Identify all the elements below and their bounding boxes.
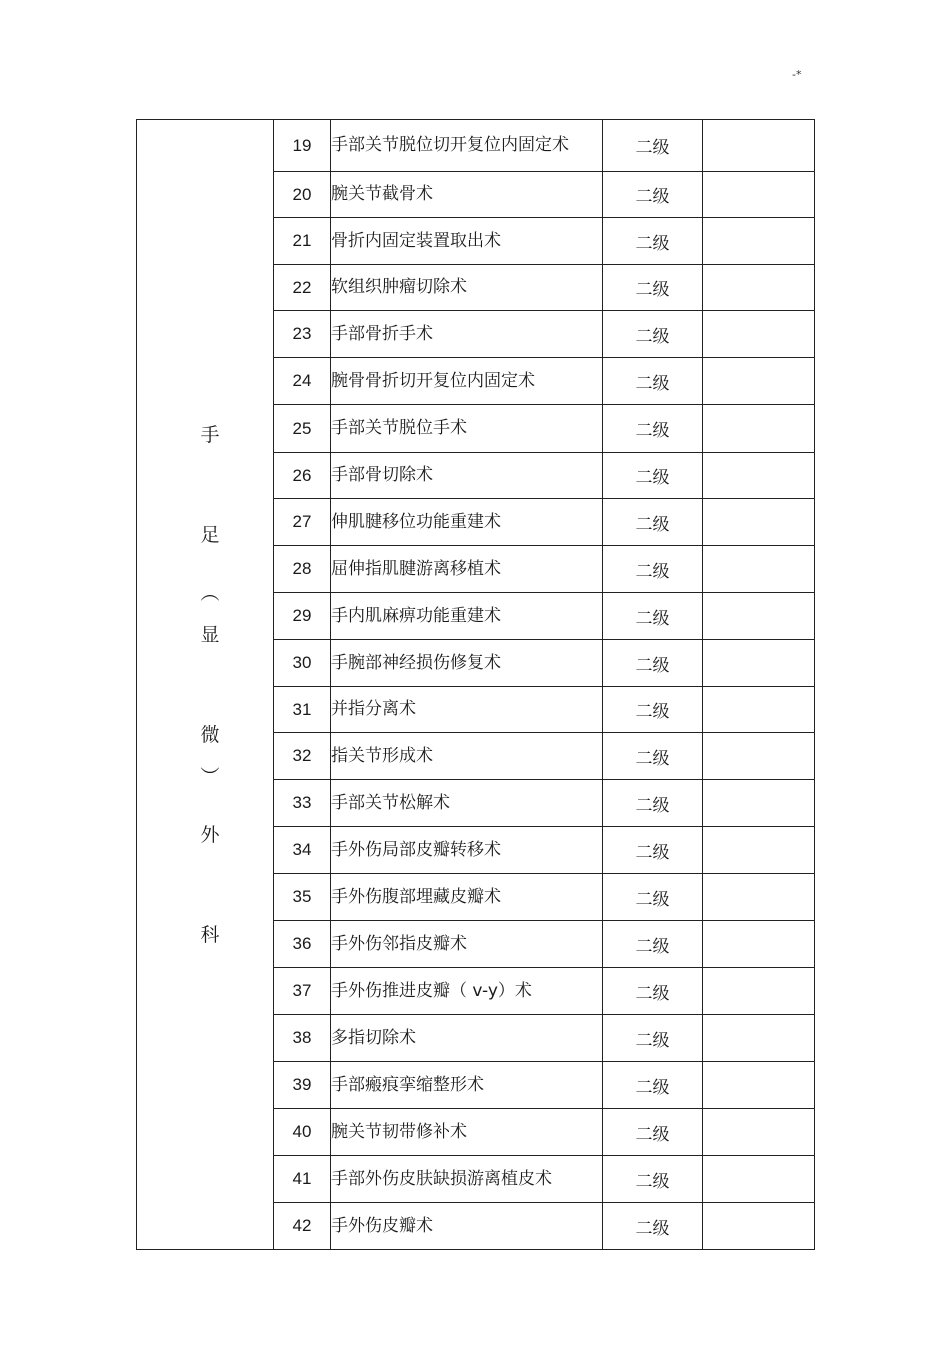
procedure-name: 伸肌腱移位功能重建术	[331, 499, 603, 546]
surgery-level: 二级	[603, 593, 703, 640]
row-number: 28	[274, 546, 331, 593]
surgery-table	[136, 119, 815, 1250]
surgery-level: 二级	[603, 733, 703, 780]
surgery-level: 二级	[603, 640, 703, 687]
row-number: 39	[274, 1062, 331, 1109]
row-number: 26	[274, 453, 331, 499]
procedure-name: 手外伤腹部埋藏皮瓣术	[331, 874, 603, 921]
note-cell	[703, 827, 815, 874]
procedure-name: 手部关节松解术	[331, 780, 603, 827]
note-cell	[703, 499, 815, 546]
department-cell	[137, 120, 274, 1250]
procedure-name: 手部瘢痕挛缩整形术	[331, 1062, 603, 1109]
surgery-level: 二级	[603, 405, 703, 453]
department-char: ︶	[200, 765, 220, 788]
procedure-name: 腕骨骨折切开复位内固定术	[331, 358, 603, 405]
note-cell	[703, 218, 815, 265]
row-number: 32	[274, 733, 331, 780]
surgery-level: 二级	[603, 453, 703, 499]
department-char: 手	[200, 423, 220, 446]
row-number: 30	[274, 640, 331, 687]
procedure-name: 屈伸指肌腱游离移植术	[331, 546, 603, 593]
department-char: 科	[200, 923, 220, 946]
surgery-level: 二级	[603, 968, 703, 1015]
note-cell	[703, 1203, 815, 1250]
surgery-level: 二级	[603, 1109, 703, 1156]
surgery-level: 二级	[603, 1062, 703, 1109]
procedure-name: 手内肌麻痹功能重建术	[331, 593, 603, 640]
row-number: 35	[274, 874, 331, 921]
procedure-name: 腕关节韧带修补术	[331, 1109, 603, 1156]
procedure-name: 手部关节脱位手术	[331, 405, 603, 453]
note-cell	[703, 968, 815, 1015]
row-number: 22	[274, 265, 331, 311]
note-cell	[703, 1156, 815, 1203]
procedure-name: 多指切除术	[331, 1015, 603, 1062]
row-number: 31	[274, 687, 331, 733]
surgery-level: 二级	[603, 780, 703, 827]
note-cell	[703, 405, 815, 453]
row-number: 41	[274, 1156, 331, 1203]
surgery-level: 二级	[603, 827, 703, 874]
note-cell	[703, 265, 815, 311]
procedure-name: 软组织肿瘤切除术	[331, 265, 603, 311]
row-number: 24	[274, 358, 331, 405]
surgery-level: 二级	[603, 265, 703, 311]
note-cell	[703, 172, 815, 218]
surgery-level: 二级	[603, 1203, 703, 1250]
procedure-name: 手外伤推进皮瓣（ v-y）术	[331, 968, 603, 1015]
row-number: 27	[274, 499, 331, 546]
row-number: 19	[274, 120, 331, 172]
department-char: 足	[200, 523, 220, 546]
row-number: 29	[274, 593, 331, 640]
row-number: 42	[274, 1203, 331, 1250]
procedure-name: 手部骨折手术	[331, 311, 603, 358]
department-char: ︵	[200, 581, 220, 604]
row-number: 34	[274, 827, 331, 874]
procedure-name: 手外伤皮瓣术	[331, 1203, 603, 1250]
department-char: 显	[200, 623, 220, 646]
procedure-name: 骨折内固定装置取出术	[331, 218, 603, 265]
surgery-level: 二级	[603, 921, 703, 968]
row-number: 20	[274, 172, 331, 218]
surgery-level: 二级	[603, 499, 703, 546]
procedure-name: 并指分离术	[331, 687, 603, 733]
surgery-level: 二级	[603, 1156, 703, 1203]
note-cell	[703, 453, 815, 499]
department-char: 微	[200, 723, 220, 746]
surgery-level: 二级	[603, 172, 703, 218]
note-cell	[703, 1109, 815, 1156]
surgery-level: 二级	[603, 687, 703, 733]
procedure-name: 手腕部神经损伤修复术	[331, 640, 603, 687]
row-number: 38	[274, 1015, 331, 1062]
procedure-name: 手外伤局部皮瓣转移术	[331, 827, 603, 874]
note-cell	[703, 733, 815, 780]
row-number: 40	[274, 1109, 331, 1156]
procedure-name: 手部骨切除术	[331, 453, 603, 499]
procedure-name: 手外伤邻指皮瓣术	[331, 921, 603, 968]
note-cell	[703, 1062, 815, 1109]
note-cell	[703, 546, 815, 593]
table-row	[137, 120, 815, 172]
note-cell	[703, 921, 815, 968]
note-cell	[703, 593, 815, 640]
department-char: 外	[200, 823, 220, 846]
procedure-name: 手部关节脱位切开复位内固定术	[331, 120, 603, 172]
surgery-level: 二级	[603, 218, 703, 265]
note-cell	[703, 311, 815, 358]
surgery-level: 二级	[603, 120, 703, 172]
note-cell	[703, 120, 815, 172]
surgery-level: 二级	[603, 311, 703, 358]
row-number: 23	[274, 311, 331, 358]
row-number: 33	[274, 780, 331, 827]
note-cell	[703, 687, 815, 733]
page-mark: -*	[792, 68, 802, 81]
note-cell	[703, 358, 815, 405]
row-number: 37	[274, 968, 331, 1015]
procedure-name: 手部外伤皮肤缺损游离植皮术	[331, 1156, 603, 1203]
row-number: 25	[274, 405, 331, 453]
note-cell	[703, 640, 815, 687]
surgery-level: 二级	[603, 874, 703, 921]
note-cell	[703, 780, 815, 827]
row-number: 36	[274, 921, 331, 968]
surgery-level: 二级	[603, 358, 703, 405]
surgery-level: 二级	[603, 1015, 703, 1062]
procedure-name: 指关节形成术	[331, 733, 603, 780]
procedure-name: 腕关节截骨术	[331, 172, 603, 218]
surgery-level: 二级	[603, 546, 703, 593]
note-cell	[703, 874, 815, 921]
note-cell	[703, 1015, 815, 1062]
row-number: 21	[274, 218, 331, 265]
